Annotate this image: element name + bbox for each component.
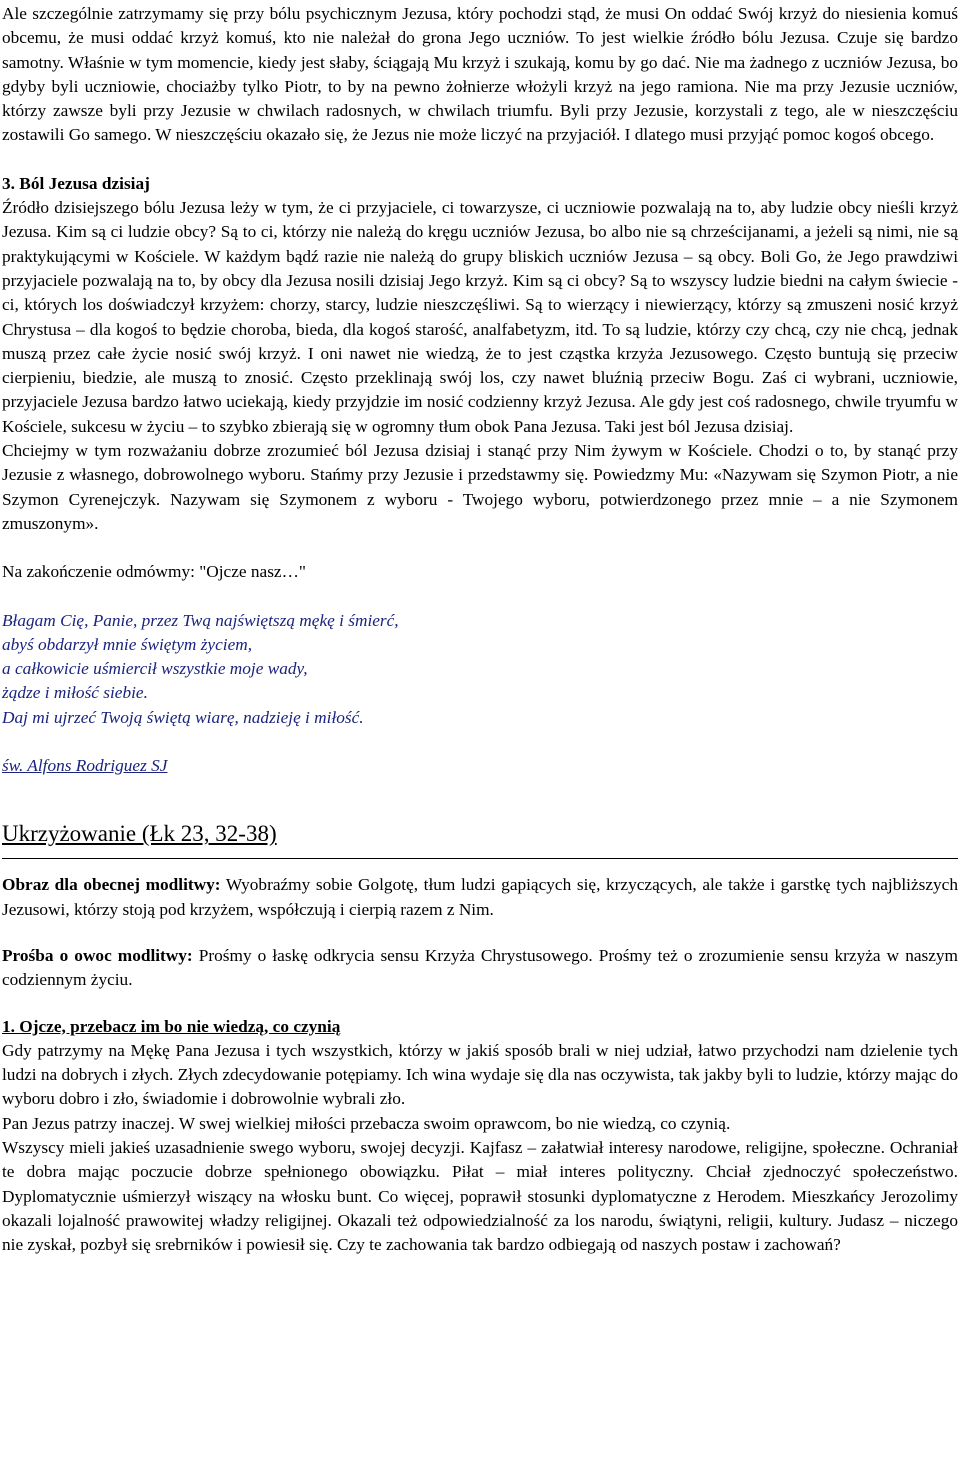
spacer: [2, 859, 958, 873]
section1-paragraph: Wszyscy mieli jakieś uzasadnienie swego wyboru, swojej decyzji. Kajfasz – załatwiał interesy narodowe, religijne, społeczne. Ochraniał te dobra mając poczucie dobrze spełnionego obowiązku. Piłat – miał interes polityczny. Chciał zjednoczyć społeczeństwo. Dyplomatycznie uśmierzył wiszący na włosku bunt. Co więcej, poprawił stosunki dyplomatyczne z Herodem. Mieszkańcy Jerozolimy okazali lojalność prawowitej władzy religijnej. Okazali też odpowiedzialność za los narodu, świątyni, religii, kultury. Judasz – niczego nie zyskał, pozbył się srebrników i powiesił się. Czy te zachowania tak bardzo odbiegają od naszych postaw i zachowań?: [2, 1137, 958, 1255]
prosba-paragraph: [2, 944, 958, 993]
section3-paragraph: Źródło dzisiejszego bólu Jezusa leży w tym, że ci przyjaciele, ci towarzysze, ci uczniowie pozwalają na to, aby ludzie obcy nieśli krzyż Jezusa. Kim są ci ludzie obcy? Są to ci, którzy nie należą do kręgu uczniów Jezusa, bo albo nie są chrześcijanami, a jeżeli są nimi, nie są praktykującymi w Kościele. W każdym bądź razie nie należą do grupy bliskich uczniów Jezusa – są obcy. Boli Go, że Jego prawdziwi przyjaciele pozwalają na to, by obcy dla Jezusa nosili dzisiaj Jego krzyż. Kim są ci obcy? Są to wszyscy ludzie biedni na całym świecie - ci, których los doświadczył krzyżem: chorzy, starcy, ludzie nieszczęśliwi. Są to wierzący i niewierzący, którzy są zmuszeni nosić krzyż Chrystusa – dla kogoś to będzie choroba, bieda, dla kogoś starość, analfabetyzm, itd. To są ludzie, którzy czy chcą, czy nie chcą, jednak muszą przez całe życie nosić swój krzyż. I oni nawet nie wiedzą, że to jest cząstka krzyża Jezusowego. Często buntują się przeciw cierpieniu, biedzie, ale muszą to znosić. Często przeklinają swój los, czy nawet bluźnią przeciw Bogu. Zaś ci wybrani, uczniowie, przyjaciele Jezusa bardzo łatwo uciekają, kiedy przyjdzie im nosić codzienny krzyż Jezusa. Ale gdy jest coś radosnego, chwile tryumfu w Kościele, sukcesu w życiu – to szybko zbierają się w ogromny tłum obok Pana Jezusa. Taki jest ból Jezusa dzisiaj.: [2, 198, 958, 436]
section-title: Ukrzyżowanie (Łk 23, 32-38): [2, 820, 958, 859]
section1-paragraph: Gdy patrzymy na Mękę Pana Jezusa i tych wszystkich, którzy w jakiś sposób brali w niej udział, łatwo przychodzi nam dzielenie tych ludzi na dobrych i złych. Złych zdecydowanie potępiamy. Ich wina wydaje się dla nas oczywista, tak jakby byli to ludzie, którzy mając do wyboru dobro i zło, świadomie i dobrowolnie wybrali zło.: [2, 1040, 958, 1109]
obraz-label: Obraz dla obecnej modlitwy:: [2, 875, 221, 895]
prayer-author: św. Alfons Rodriguez SJ: [2, 756, 168, 776]
section3-paragraph: Chciejmy w tym rozważaniu dobrze zrozumieć ból Jezusa dzisiaj i stanąć przy Nim żywym w Kościele. Chodzi o to, by stanąć przy Jezusie z własnego, dobrowolnego wyboru. Stańmy przy Jezusie i przedstawmy się. Powiedzmy Mu: «Nazywam się Szymon Piotr, a nie Szymon Cyrenejczyk. Nazywam się Szymonem z wyboru - Twojego wyboru, potwierdzonego przez mnie – a nie Szymonem zmuszonym».: [2, 441, 958, 533]
spacer: [2, 922, 958, 944]
prayer-line: Daj mi ujrzeć Twoją świętą wiarę, nadzieję i miłość.: [2, 707, 364, 727]
spacer: [2, 730, 958, 754]
prayer-line: abyś obdarzył mnie świętym życiem,: [2, 634, 253, 654]
prayer-line: Błagam Cię, Panie, przez Twą najświętszą mękę i śmierć,: [2, 610, 399, 630]
prayer: [2, 609, 958, 730]
obraz-paragraph: [2, 873, 958, 922]
section1-paragraph: Pan Jezus patrzy inaczej. W swej wielkiej miłości przebacza swoim oprawcom, bo nie wiedzą, co czynią.: [2, 1113, 731, 1133]
section3-number: 3.: [2, 173, 15, 193]
obraz-text: Wyobraźmy sobie Golgotę, tłum ludzi gapiących się, krzyczących, ale także i garstkę tych najbliższych Jezusowi, którzy stoją pod krzyżem, współczują i cierpią razem z Nim.: [2, 875, 958, 919]
spacer: [2, 993, 958, 1015]
section1-heading: [2, 1015, 958, 1039]
closing-line: Na zakończenie odmówmy: "Ojcze nasz…": [2, 562, 306, 582]
section1-title: Ojcze, przebacz im bo nie wiedzą, co czynią: [19, 1016, 341, 1036]
spacer: [2, 148, 958, 172]
prosba-label: Prośba o owoc modlitwy:: [2, 945, 193, 965]
prayer-line: żądze i miłość siebie.: [2, 683, 148, 703]
prayer-line: a całkowicie uśmiercił wszystkie moje wady,: [2, 659, 308, 679]
section1-number: 1.: [2, 1016, 15, 1036]
prosba-text: Prośmy o łaskę odkrycia sensu Krzyża Chrystusowego. Prośmy też o zrozumienie sensu krzyża w naszym codziennym życiu.: [2, 945, 958, 990]
section3-title: Ból Jezusa dzisiaj: [19, 173, 150, 193]
section3-heading: [2, 172, 958, 196]
spacer: [2, 585, 958, 609]
spacer: [2, 536, 958, 560]
intro-paragraph: Ale szczególnie zatrzymamy się przy bólu psychicznym Jezusa, który pochodzi stąd, że musi On oddać Swój krzyż do niesienia komuś obcemu, że musi oddać krzyż komuś, kto nie należał do grona Jego uczniów. To jest wielkie źródło bólu Jezusa. Czuje się bardzo samotny. Właśnie w tym momencie, kiedy jest słaby, ściągają Mu krzyż i szukają, komu by go dać. Nie ma żadnego z uczniów Jezusa, bo gdyby byli uczniowie, chociażby tylko Piotr, to by na pewno żołnierze włożyli krzyż na jego ramiona. Nie ma przy Jezusie uczniów, którzy zawsze byli przy Jezusie w chwilach radosnych, w chwilach triumfu. Byli przy Jezusie, korzystali z tego, ale w nieszczęściu zostawili Go samego. W nieszczęściu okazało się, że Jezus nie może liczyć na przyjaciół. I dlatego musi przyjąć pomoc kogoś obcego.: [2, 4, 958, 145]
